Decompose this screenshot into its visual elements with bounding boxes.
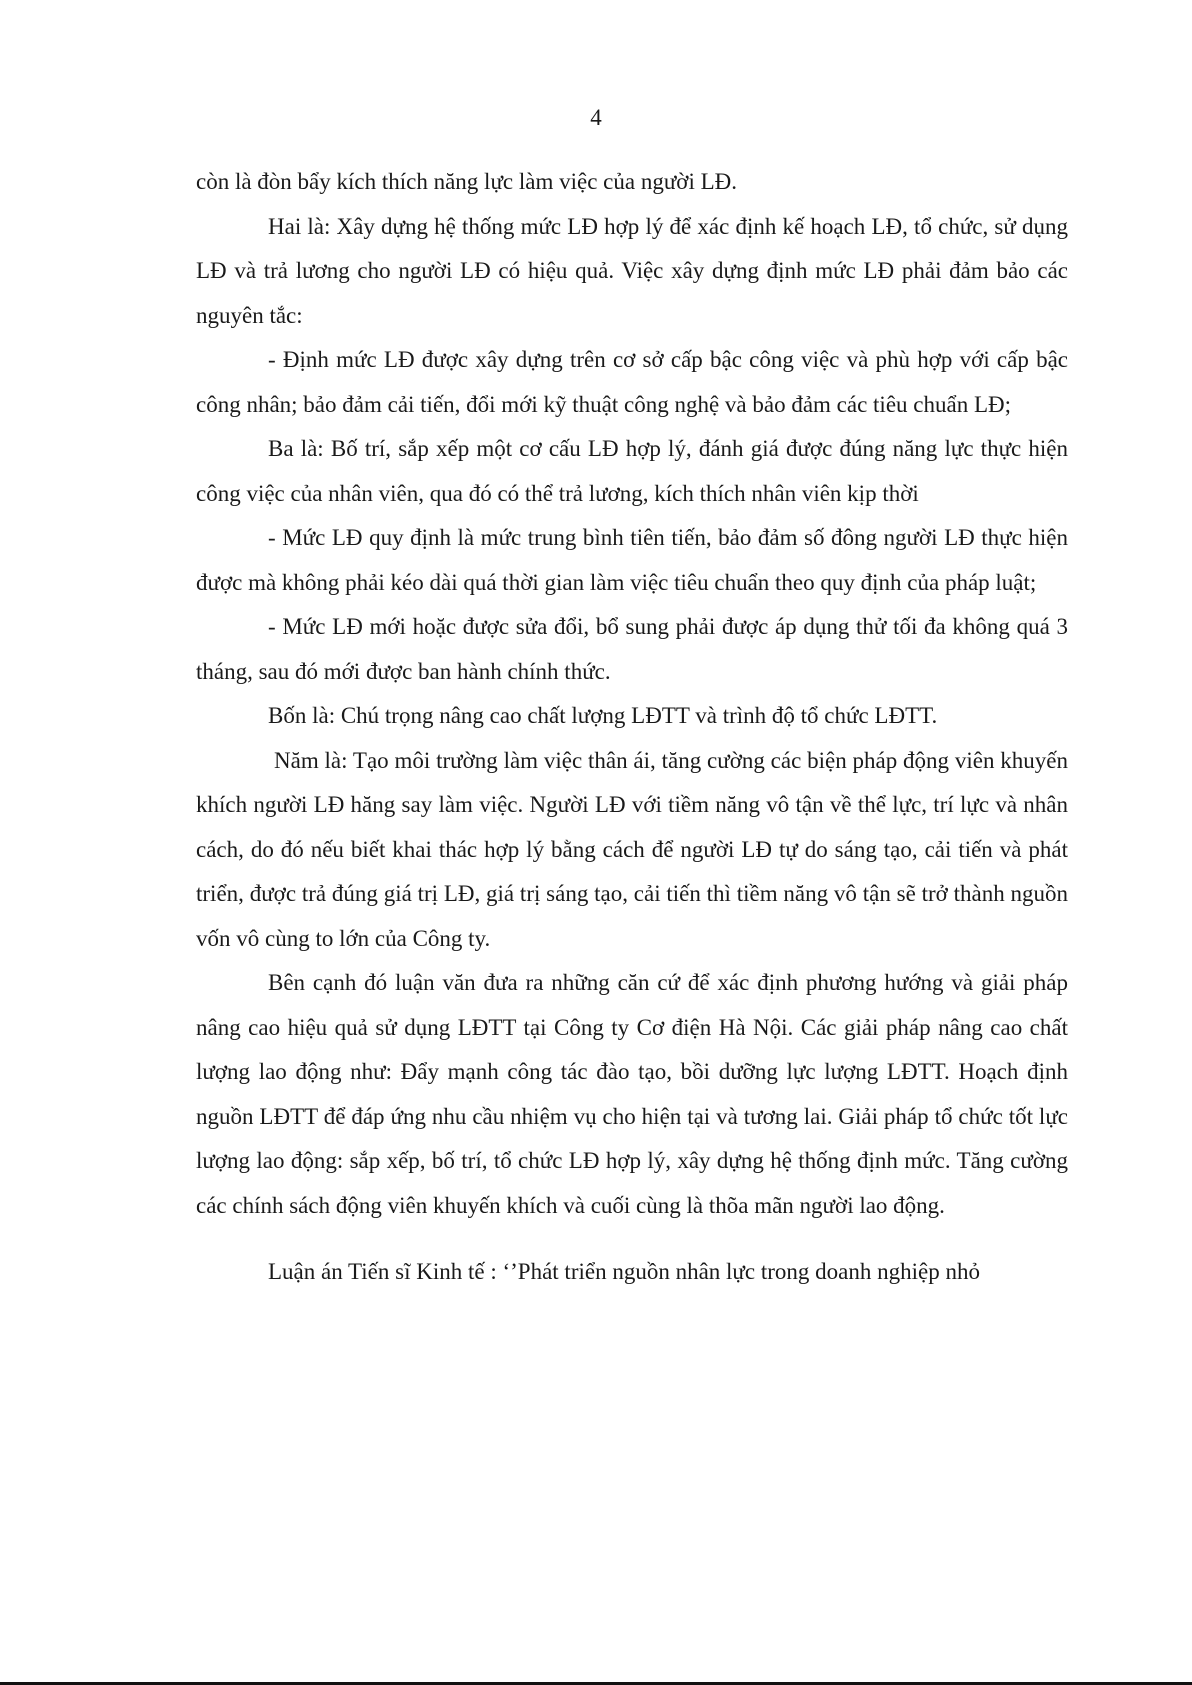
paragraph-continuation: còn là đòn bẩy kích thích năng lực làm việc của người LĐ. [196, 169, 738, 194]
paragraph-luan-an: Luận án Tiến sĩ Kinh tế : ‘’Phát triển nguồn nhân lực trong doanh nghiệp nhỏ [268, 1259, 980, 1284]
paragraph-muc-quy-dinh: - Mức LĐ quy định là mức trung bình tiên tiến, bảo đảm số đông người LĐ thực hiện được mà không phải kéo dài quá thời gian làm việc tiêu chuẩn theo quy định của pháp luật; [196, 525, 1068, 595]
paragraph-bon-la: Bốn là: Chú trọng nâng cao chất lượng LĐTT và trình độ tổ chức LĐTT. [268, 703, 938, 728]
paragraph-muc-moi: - Mức LĐ mới hoặc được sửa đổi, bổ sung phải được áp dụng thử tối đa không quá 3 tháng, sau đó mới được ban hành chính thức. [196, 614, 1068, 684]
paragraph-ba-la: Ba là: Bố trí, sắp xếp một cơ cấu LĐ hợp lý, đánh giá được đúng năng lực thực hiện công việc của nhân viên, qua đó có thể trả lương, kích thích nhân viên kịp thời [196, 436, 1068, 506]
paragraph-hai-la: Hai là: Xây dựng hệ thống mức LĐ hợp lý để xác định kế hoạch LĐ, tổ chức, sử dụng LĐ và trả lương cho người LĐ có hiệu quả. Việc xây dựng định mức LĐ phải đảm bảo các nguyên tắc: [196, 213, 1068, 328]
document-body [196, 160, 1068, 1295]
page-number: 4 [590, 105, 602, 130]
paragraph-nam-la: Năm là: Tạo môi trường làm việc thân ái, tăng cường các biện pháp động viên khuyến khích người LĐ hăng say làm việc. Người LĐ với tiềm năng vô tận về thể lực, trí lực và nhân cách, do đó nếu biết khai thác hợp lý bằng cách để người LĐ tự do sáng tạo, cải tiến và phát triển, được trả đúng giá trị LĐ, giá trị sáng tạo, cải tiến thì tiềm năng vô tận sẽ trở thành nguồn vốn vô cùng to lớn của Công ty. [196, 747, 1068, 951]
paragraph-dinh-muc: - Định mức LĐ được xây dựng trên cơ sở cấp bậc công việc và phù hợp với cấp bậc công nhân; bảo đảm cải tiến, đổi mới kỹ thuật công nghệ và bảo đảm các tiêu chuẩn LĐ; [196, 347, 1068, 417]
paragraph-ben-canh: Bên cạnh đó luận văn đưa ra những căn cứ để xác định phương hướng và giải pháp nâng cao hiệu quả sử dụng LĐTT tại Công ty Cơ điện Hà Nội. Các giải pháp nâng cao chất lượng lao động như: Đẩy mạnh công tác đào tạo, bồi dưỡng lực lượng LĐTT. Hoạch định nguồn LĐTT để đáp ứng nhu cầu nhiệm vụ cho hiện tại và tương lai. Giải pháp tổ chức tốt lực lượng lao động: sắp xếp, bố trí, tổ chức LĐ hợp lý, xây dựng hệ thống định mức. Tăng cường các chính sách động viên khuyến khích và cuối cùng là thõa mãn người lao động. [196, 970, 1068, 1218]
